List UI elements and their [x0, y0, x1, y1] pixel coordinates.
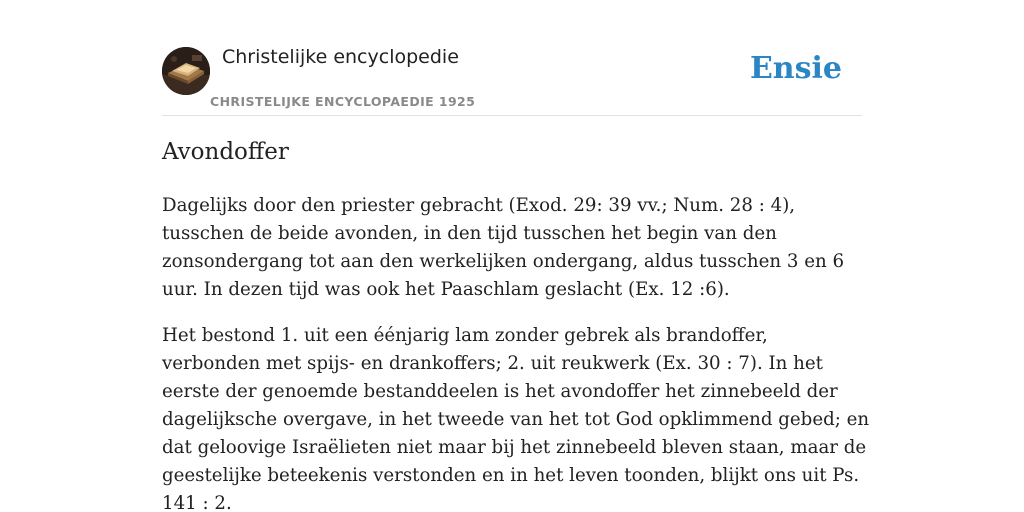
source-avatar[interactable] [162, 47, 210, 95]
article-body [162, 192, 870, 512]
brand-logo[interactable]: Ensie [749, 51, 842, 86]
article-paragraph: Dagelijks door den priester gebracht (Exod. 29: 39 vv.; Num. 28 : 4), tusschen de beide avonden, in den tijd tusschen het begin van den zonsondergang tot aan den werkelijken ondergang, aldus tusschen 3 en 6 uur. In dezen tijd was ook het Paaschlam geslacht (Ex. 12 :6). [162, 195, 845, 300]
book-photo-icon [162, 47, 210, 95]
source-subtitle: CHRISTELIJKE ENCYCLOPAEDIE 1925 [210, 94, 476, 109]
header [162, 44, 862, 116]
source-name[interactable]: Christelijke encyclopedie [222, 46, 459, 68]
article-title: Avondoffer [162, 139, 289, 165]
article-paragraph: Het bestond 1. uit een éénjarig lam zonder gebrek als brandoffer, verbonden met spijs- en drankoffers; 2. uit reukwerk (Ex. 30 : 7). In het eerste der genoemde bestanddeelen is het avondoffer het zinnebeeld der dagelijksche overgave, in het tweede van het tot God opklimmend gebed; en dat geloovige Israëlieten niet maar bij het zinnebeeld bleven staan, maar de geestelijke beteekenis verstonden en in het leven toonden, blijkt ons uit Ps. 141 : 2. [162, 325, 870, 512]
